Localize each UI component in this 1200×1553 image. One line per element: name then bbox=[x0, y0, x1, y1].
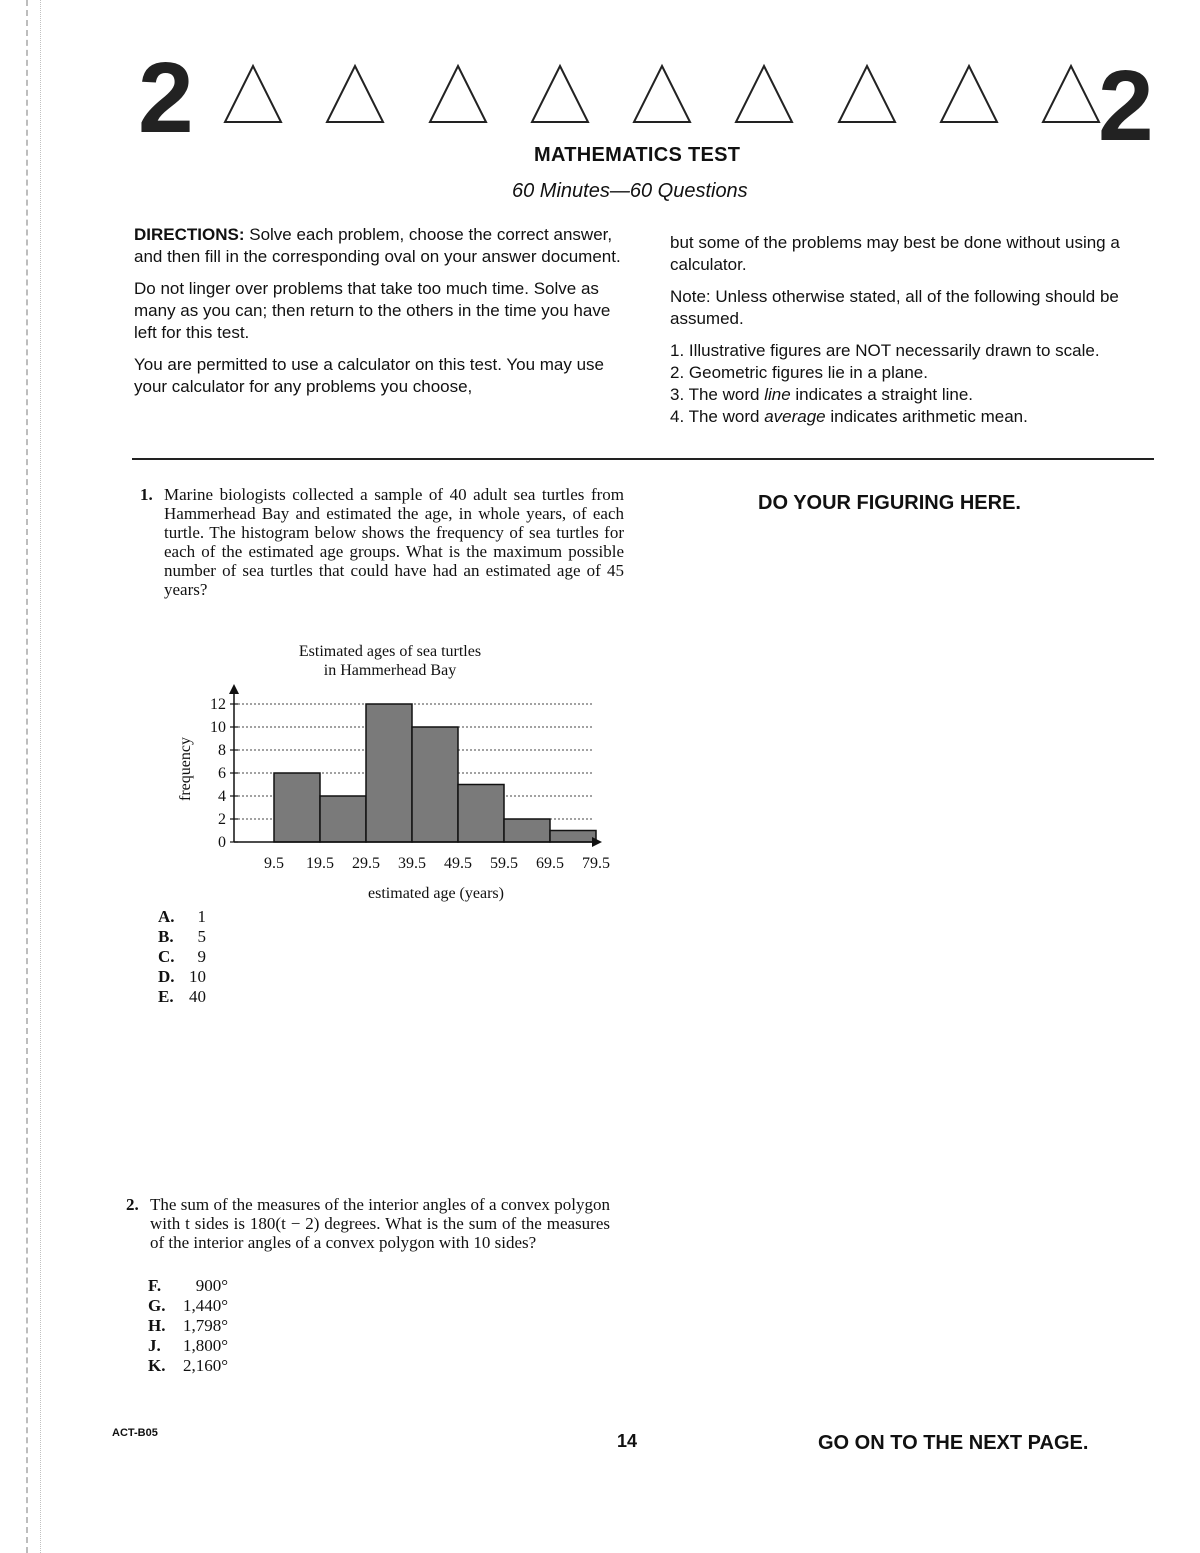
answer-option[interactable] bbox=[148, 1356, 228, 1376]
assumption-text: 2. Geometric figures lie in a plane. bbox=[670, 363, 928, 382]
directions-note: Note: Unless otherwise stated, all of the following should be assumed. bbox=[670, 287, 1119, 328]
directions-paragraph-4: but some of the problems may best be done without using a calculator. bbox=[670, 233, 1120, 274]
x-tick-label: 49.5 bbox=[444, 855, 472, 872]
answer-option[interactable] bbox=[158, 947, 206, 967]
assumption-suffix: indicates a straight line. bbox=[790, 385, 974, 404]
answer-option[interactable] bbox=[148, 1276, 228, 1296]
option-letter: J. bbox=[148, 1336, 161, 1355]
figuring-label: DO YOUR FIGURING HERE. bbox=[758, 492, 1021, 514]
option-value: 1,440° bbox=[182, 1296, 228, 1315]
histogram-bar bbox=[458, 785, 504, 843]
assumption-text: 3. The word bbox=[670, 385, 765, 404]
y-axis-arrow bbox=[229, 684, 239, 694]
y-tick-label: 6 bbox=[218, 765, 226, 782]
answer-option[interactable] bbox=[158, 927, 206, 947]
question-number: 1. bbox=[140, 485, 153, 504]
assumption-text: 4. The word bbox=[670, 407, 765, 426]
option-letter: D. bbox=[158, 967, 175, 986]
assumption-item bbox=[670, 406, 1160, 428]
page-number: 14 bbox=[617, 1431, 638, 1451]
directions-left-column bbox=[134, 224, 630, 408]
answer-option[interactable] bbox=[158, 967, 206, 987]
triangle-icon bbox=[222, 62, 284, 126]
triangle-icon bbox=[938, 62, 1000, 126]
form-code: ACT-B05 bbox=[112, 1427, 158, 1439]
section-number-left: 2 bbox=[138, 42, 194, 154]
answer-option[interactable] bbox=[148, 1296, 228, 1316]
directions-paragraph-2: Do not linger over problems that take too much time. Solve as many as you can; then return to the others in the time you have left for this test. bbox=[134, 279, 611, 342]
y-tick-label: 4 bbox=[218, 788, 226, 805]
directions-label: DIRECTIONS: bbox=[134, 225, 245, 244]
x-tick-label: 39.5 bbox=[398, 855, 426, 872]
histogram-chart bbox=[160, 676, 620, 916]
assumptions-list bbox=[670, 340, 1160, 428]
directions-text-1: Solve each problem, choose the correct answer, and then fill in the corresponding oval on your answer document. bbox=[134, 225, 621, 266]
triangle-icon bbox=[427, 62, 489, 126]
chart-title-line: in Hammerhead Bay bbox=[323, 662, 457, 679]
chart-title bbox=[270, 642, 510, 680]
option-letter: E. bbox=[158, 987, 174, 1006]
histogram-bar bbox=[550, 831, 596, 843]
x-tick-label: 9.5 bbox=[264, 855, 284, 872]
answer-option[interactable] bbox=[148, 1336, 228, 1356]
option-value: 1,800° bbox=[182, 1336, 228, 1355]
triangle-icon bbox=[1040, 62, 1102, 126]
chart-title-line: Estimated ages of sea turtles bbox=[298, 643, 482, 660]
triangle-icon bbox=[631, 62, 693, 126]
histogram-bar bbox=[320, 796, 366, 842]
option-letter: C. bbox=[158, 947, 175, 966]
scan-edge-line bbox=[40, 0, 43, 1553]
answer-option[interactable] bbox=[158, 987, 206, 1007]
triangle-icon bbox=[324, 62, 386, 126]
section-divider bbox=[132, 458, 1154, 460]
histogram-bar bbox=[504, 819, 550, 842]
histogram-bar bbox=[366, 704, 412, 842]
option-value: 10 bbox=[189, 967, 206, 986]
question-text: The sum of the measures of the interior angles of a convex polygon with t sides is 180(t − 2) degrees. What is the sum of the measures of the interior angles of a convex polygon with 10 sides? bbox=[150, 1195, 610, 1252]
next-page-instruction: GO ON TO THE NEXT PAGE. bbox=[818, 1432, 1089, 1454]
option-value: 9 bbox=[197, 947, 206, 966]
question-2-options bbox=[148, 1276, 228, 1376]
x-tick-label: 69.5 bbox=[536, 855, 564, 872]
y-tick-label: 8 bbox=[218, 742, 226, 759]
directions-right-column bbox=[670, 232, 1160, 428]
assumption-item bbox=[670, 362, 1160, 384]
assumption-item bbox=[670, 340, 1160, 362]
y-tick-label: 2 bbox=[218, 811, 226, 828]
question-text: Marine biologists collected a sample of 40 adult sea turtles from Hammerhead Bay and estimated the age, in whole years, of each turtle. The histogram below shows the frequency of sea turtles for each of the estimated age groups. What is the maximum possible number of sea turtles that could have had an estimated age of 45 years? bbox=[164, 485, 624, 599]
assumption-italic: line bbox=[764, 385, 791, 404]
y-axis-label: frequency bbox=[177, 737, 194, 801]
test-subtitle: 60 Minutes—60 Questions bbox=[512, 180, 748, 202]
triangle-icon bbox=[836, 62, 898, 126]
directions-paragraph-1 bbox=[134, 224, 630, 268]
histogram-bar bbox=[412, 727, 458, 842]
assumption-italic: average bbox=[764, 407, 826, 426]
question-1 bbox=[140, 485, 630, 625]
x-axis-label: estimated age (years) bbox=[368, 885, 504, 902]
option-value: 40 bbox=[189, 987, 206, 1006]
option-letter: F. bbox=[148, 1276, 162, 1295]
option-letter: K. bbox=[148, 1356, 166, 1375]
y-tick-label: 12 bbox=[210, 696, 226, 713]
answer-option[interactable] bbox=[148, 1316, 228, 1336]
assumption-text: 1. Illustrative figures are NOT necessarily drawn to scale. bbox=[670, 341, 1100, 360]
x-axis-arrow bbox=[592, 837, 602, 847]
y-tick-label: 10 bbox=[210, 719, 226, 736]
scan-edge-left bbox=[26, 0, 48, 1553]
option-value: 1,798° bbox=[182, 1316, 228, 1335]
y-tick-label: 0 bbox=[218, 834, 226, 851]
question-number: 2. bbox=[126, 1195, 139, 1214]
answer-option[interactable] bbox=[158, 907, 206, 927]
triangle-row bbox=[222, 62, 1102, 134]
x-tick-label: 59.5 bbox=[490, 855, 518, 872]
x-tick-label: 79.5 bbox=[582, 855, 610, 872]
x-tick-label: 29.5 bbox=[352, 855, 380, 872]
option-letter: G. bbox=[148, 1296, 166, 1315]
histogram-bar bbox=[274, 773, 320, 842]
option-value: 900° bbox=[195, 1276, 228, 1295]
option-value: 5 bbox=[197, 927, 206, 946]
x-tick-label: 19.5 bbox=[306, 855, 334, 872]
question-1-options bbox=[158, 907, 206, 1007]
triangle-icon bbox=[733, 62, 795, 126]
test-title: MATHEMATICS TEST bbox=[534, 144, 741, 166]
assumption-suffix: indicates arithmetic mean. bbox=[825, 407, 1028, 426]
option-letter: A. bbox=[158, 907, 175, 926]
option-letter: B. bbox=[158, 927, 174, 946]
section-number-right: 2 bbox=[1098, 50, 1154, 162]
option-letter: H. bbox=[148, 1316, 166, 1335]
triangle-icon bbox=[529, 62, 591, 126]
option-value: 2,160° bbox=[182, 1356, 228, 1375]
directions-paragraph-3: You are permitted to use a calculator on this test. You may use your calculator for any problems you choose, bbox=[134, 355, 604, 396]
option-value: 1 bbox=[197, 907, 206, 926]
assumption-item bbox=[670, 384, 1160, 406]
question-2 bbox=[126, 1195, 616, 1275]
